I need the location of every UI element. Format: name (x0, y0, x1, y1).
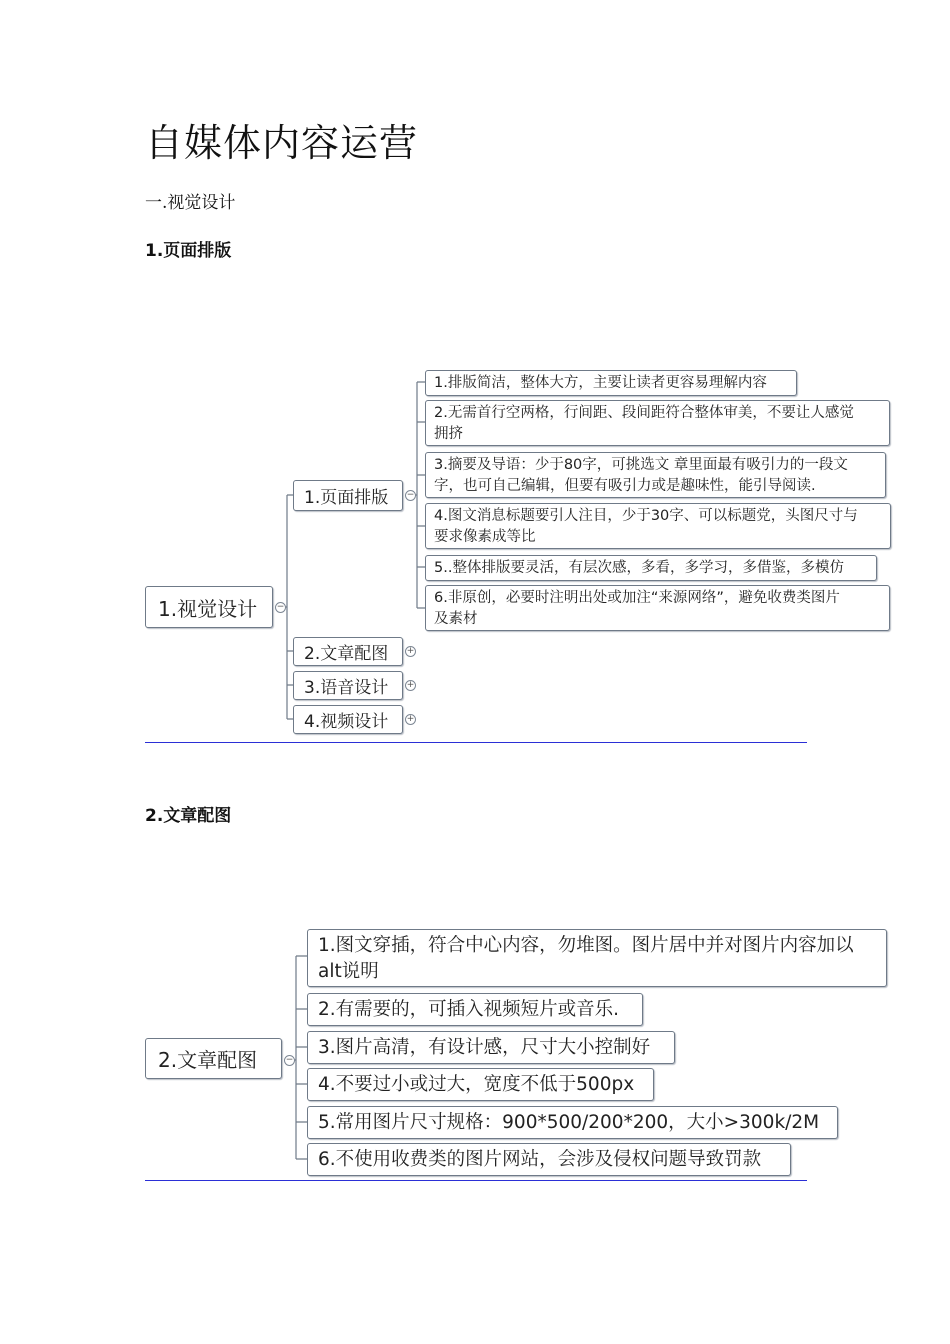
expand-toggle-icon[interactable]: + (406, 680, 415, 690)
leaf-images-5[interactable]: 5.常用图片尺寸规格：900*500/200*200，大小>300k/2M (307, 1106, 838, 1139)
leaf-layout-6[interactable]: 6.非原创，必要时注明出处或加注“来源网络”，避免收费类图片 及素材 (425, 585, 890, 631)
expand-toggle-icon[interactable]: + (406, 646, 415, 656)
divider (145, 742, 807, 743)
collapse-toggle-icon[interactable]: − (285, 1055, 294, 1065)
leaf-images-4[interactable]: 4.不要过小或过大，宽度不低于500px (307, 1068, 654, 1101)
subheading-article-images: 2.文章配图 (145, 806, 232, 826)
divider (145, 1180, 807, 1181)
leaf-layout-2[interactable]: 2.无需首行空两格，行间距、段间距符合整体审美，不要让人感觉 拥挤 (425, 400, 890, 446)
expand-toggle-icon[interactable]: + (406, 714, 415, 724)
leaf-layout-1[interactable]: 1.排版简洁，整体大方，主要让读者更容易理解内容 (425, 370, 797, 396)
collapse-toggle-icon[interactable]: − (276, 602, 285, 612)
leaf-layout-5[interactable]: 5..整体排版要灵活，有层次感，多看，多学习，多借鉴，多模仿 (425, 555, 877, 581)
subheading-page-layout: 1.页面排版 (145, 241, 232, 261)
leaf-images-6[interactable]: 6.不使用收费类的图片网站，会涉及侵权问题导致罚款 (307, 1143, 791, 1176)
mindmap2-root[interactable]: 2.文章配图 (145, 1038, 282, 1079)
leaf-layout-4[interactable]: 4.图文消息标题要引人注目，少于30字、可以标题党，头图尺寸与 要求像素成等比 (425, 503, 891, 549)
branch-page-layout[interactable]: 1.页面排版 (293, 480, 403, 511)
branch-article-images[interactable]: 2.文章配图 (293, 637, 403, 666)
collapse-toggle-icon[interactable]: − (406, 490, 415, 500)
leaf-images-2[interactable]: 2.有需要的，可插入视频短片或音乐. (307, 993, 643, 1026)
mindmap1-root[interactable]: 1.视觉设计 (145, 586, 273, 628)
branch-video-design[interactable]: 4.视频设计 (293, 705, 403, 734)
section-heading: 一.视觉设计 (145, 193, 236, 213)
page-title: 自媒体内容运营 (145, 121, 419, 165)
leaf-images-1[interactable]: 1.图文穿插，符合中心内容，勿堆图。图片居中并对图片内容加以 alt说明 (307, 929, 887, 987)
branch-voice-design[interactable]: 3.语音设计 (293, 671, 403, 700)
leaf-images-3[interactable]: 3.图片高清，有设计感，尺寸大小控制好 (307, 1031, 675, 1064)
leaf-layout-3[interactable]: 3.摘要及导语：少于80字，可挑选文 章里面最有吸引力的一段文 字，也可自己编辑，但要有吸引力或是趣味性，能引导阅读. (425, 452, 886, 498)
